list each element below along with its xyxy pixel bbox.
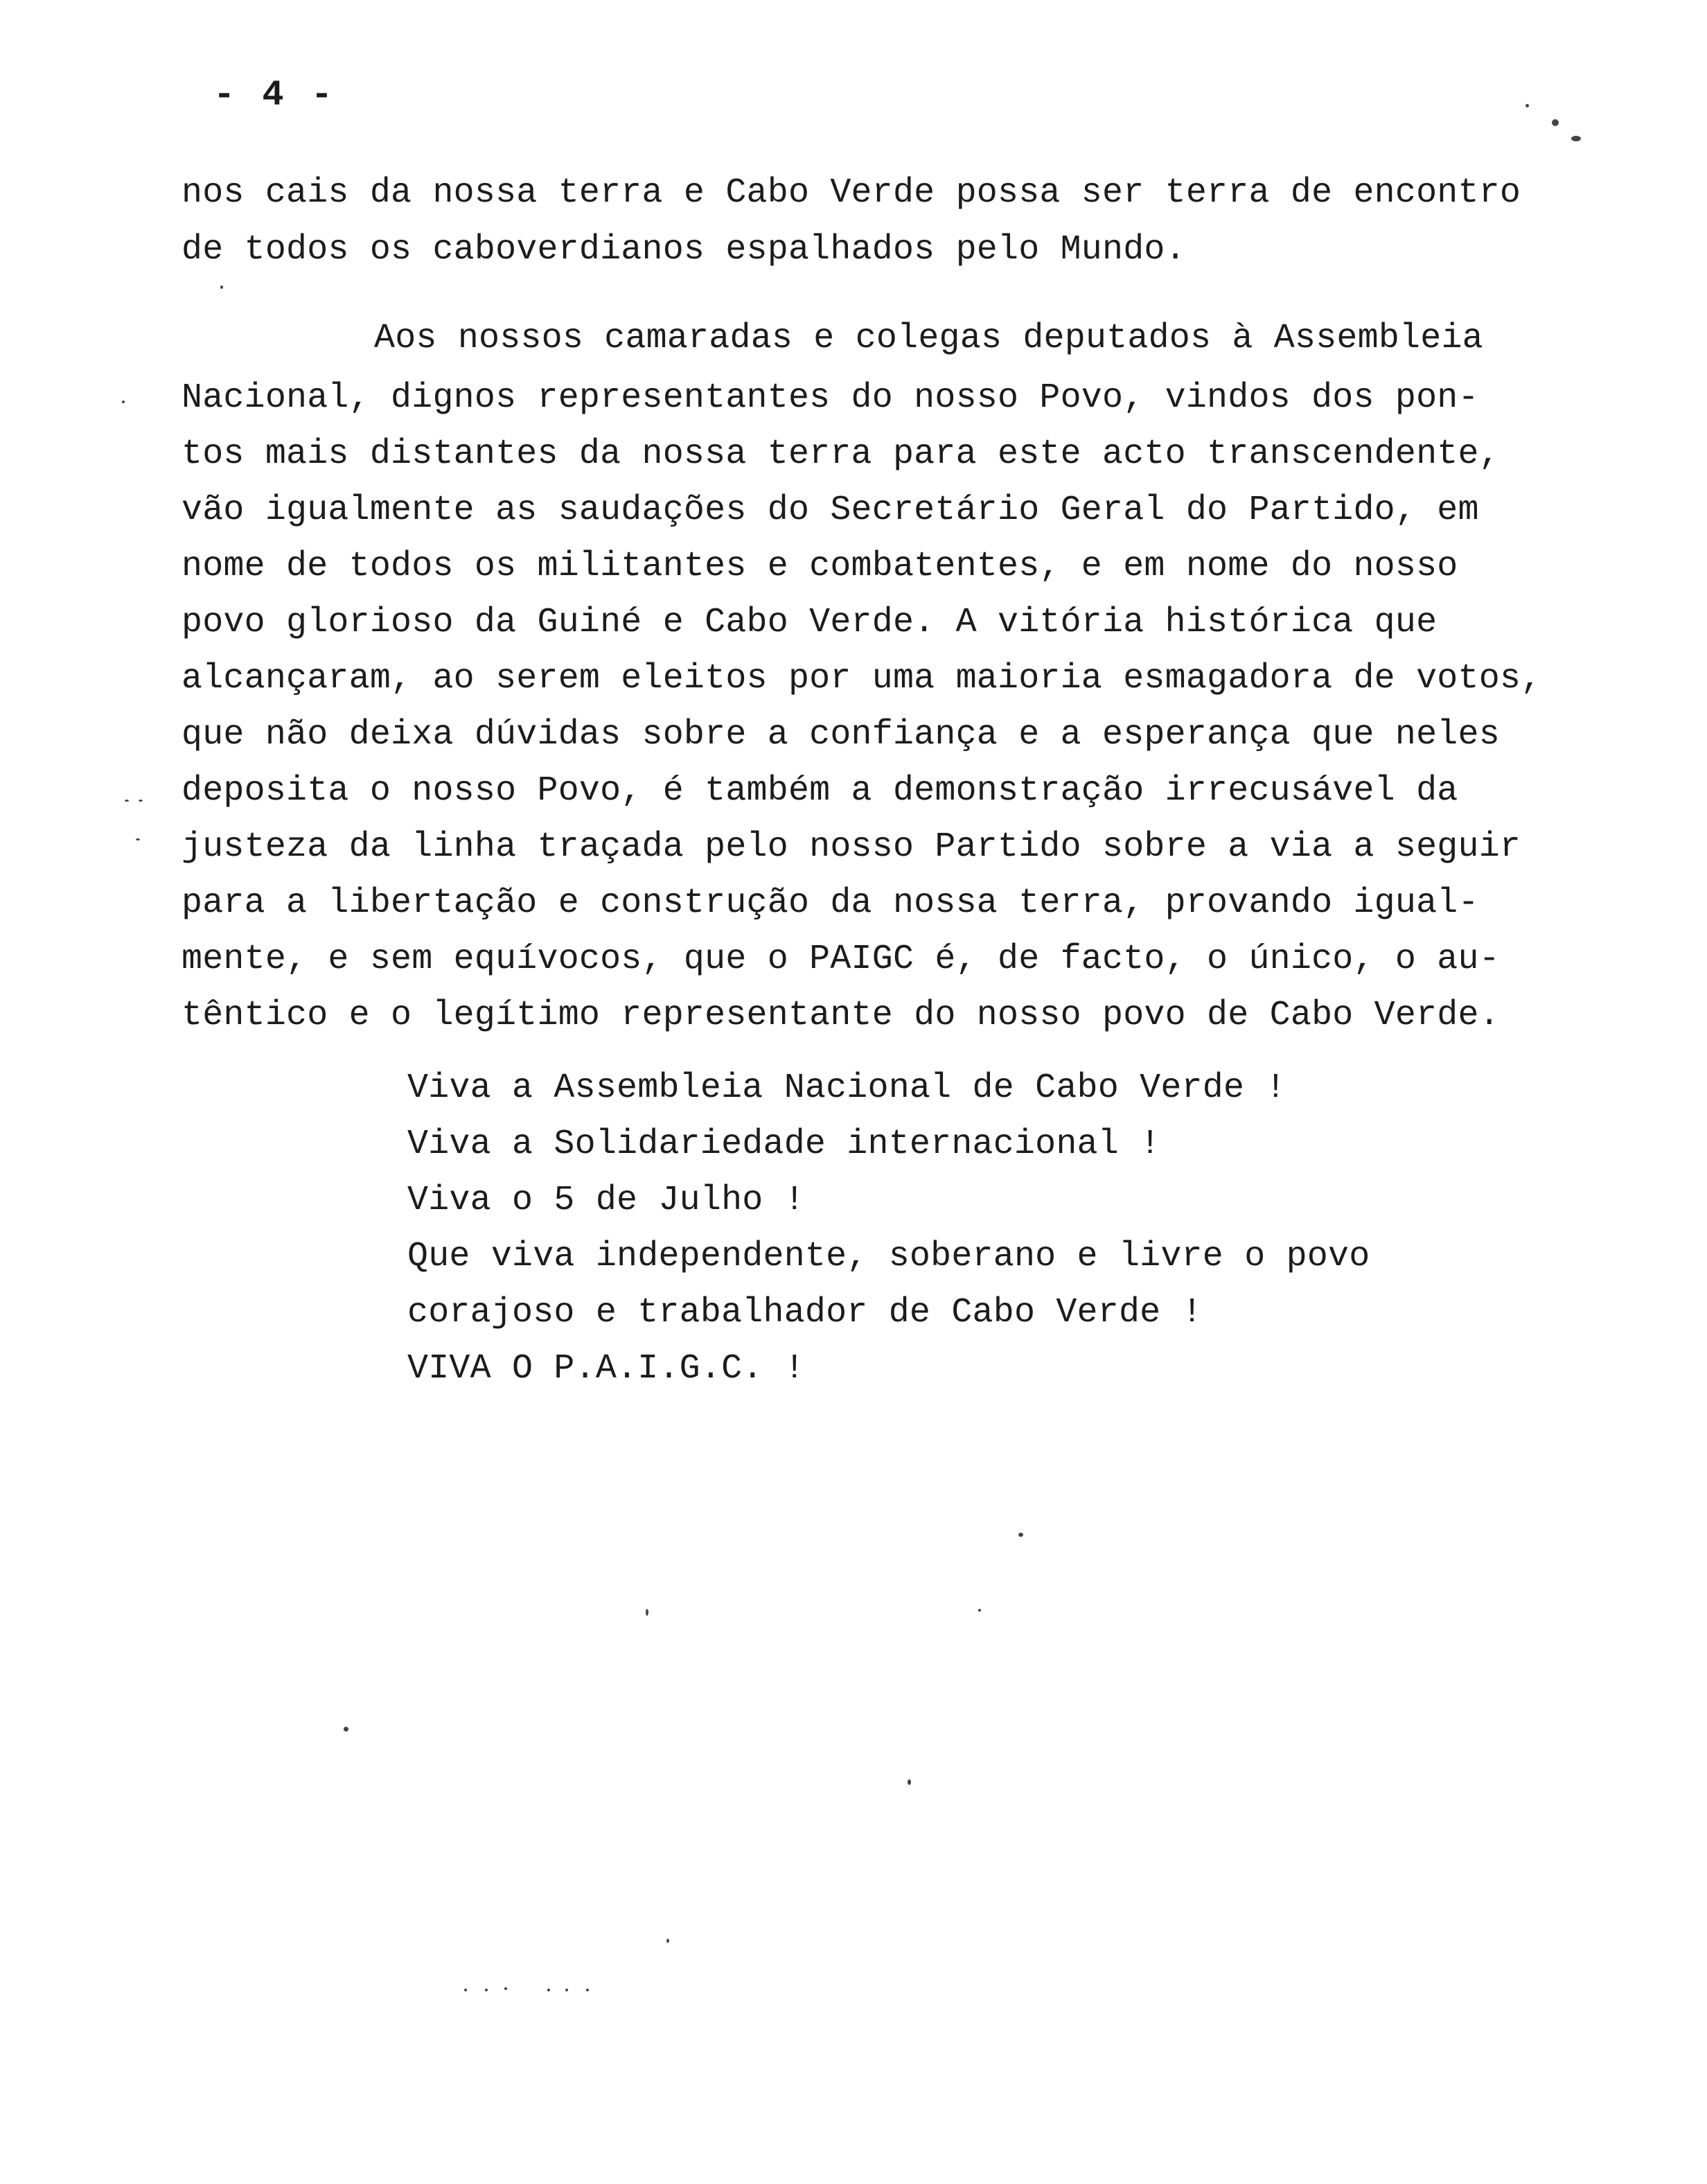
paragraph-2-line-4: vão igualmente as saudações do Secretário Geral do Partido, em — [182, 491, 1479, 530]
paragraph-2-line-11: para a libertação e construção da nossa terra, provando igual- — [182, 883, 1479, 923]
closing-line-6: VIVA O P.A.I.G.C. ! — [407, 1349, 805, 1389]
scan-speck — [1571, 136, 1581, 141]
closing-line-3: Viva o 5 de Julho ! — [407, 1181, 805, 1220]
paragraph-2-line-3: tos mais distantes da nossa terra para este acto transcendente, — [182, 434, 1500, 474]
scan-speck — [139, 800, 143, 802]
page-number: - 4 - — [213, 75, 336, 116]
scan-speck — [646, 1609, 648, 1616]
scan-speck — [464, 1989, 467, 1991]
closing-line-5: corajoso e trabalhador de Cabo Verde ! — [407, 1293, 1203, 1332]
paragraph-2-line-13: têntico e o legítimo representante do nosso povo de Cabo Verde. — [182, 996, 1500, 1035]
scan-speck — [136, 838, 140, 840]
scan-speck — [586, 1989, 589, 1991]
scan-speck — [1552, 119, 1559, 126]
scan-speck — [504, 1987, 507, 1990]
paragraph-2-line-10: justeza da linha traçada pelo nosso Partido sobre a via a seguir — [182, 827, 1521, 867]
paragraph-2-line-5: nome de todos os militantes e combatentes, e em nome do nosso — [182, 547, 1458, 586]
scan-speck — [1525, 104, 1529, 107]
paragraph-2-line-1: Aos nossos camaradas e colegas deputados à Assembleia — [374, 319, 1483, 358]
scan-speck — [1018, 1533, 1023, 1537]
paragraph-2-line-2: Nacional, dignos representantes do nosso Povo, vindos dos pon- — [182, 378, 1479, 418]
scan-speck — [547, 1989, 550, 1991]
scan-speck — [122, 400, 125, 403]
closing-line-2: Viva a Solidariedade internacional ! — [407, 1125, 1161, 1164]
paragraph-2-line-12: mente, e sem equívocos, que o PAIGC é, de facto, o único, o au- — [182, 940, 1500, 979]
closing-line-4: Que viva independente, soberano e livre o povo — [407, 1237, 1370, 1276]
scan-speck — [125, 800, 129, 802]
scan-speck — [485, 1989, 488, 1991]
paragraph-2-line-7: alcançaram, ao serem eleitos por uma maioria esmagadora de votos, — [182, 659, 1542, 698]
paragraph-1-line-2: de todos os caboverdianos espalhados pelo Mundo. — [182, 230, 1186, 270]
closing-line-1: Viva a Assembleia Nacional de Cabo Verde ! — [407, 1068, 1286, 1108]
paragraph-2-line-8: que não deixa dúvidas sobre a confiança e a esperança que neles — [182, 715, 1500, 755]
paragraph-2-line-9: deposita o nosso Povo, é também a demonstração irrecusável da — [182, 771, 1458, 811]
paragraph-1-line-1: nos cais da nossa terra e Cabo Verde possa ser terra de encontro — [182, 173, 1521, 213]
scan-speck — [220, 285, 223, 289]
scan-speck — [908, 1779, 911, 1785]
paragraph-2-line-6: povo glorioso da Guiné e Cabo Verde. A vitória histórica que — [182, 603, 1438, 642]
scan-speck — [978, 1609, 981, 1612]
scan-speck — [565, 1989, 568, 1991]
scan-speck — [344, 1727, 348, 1732]
scan-speck — [666, 1939, 669, 1943]
